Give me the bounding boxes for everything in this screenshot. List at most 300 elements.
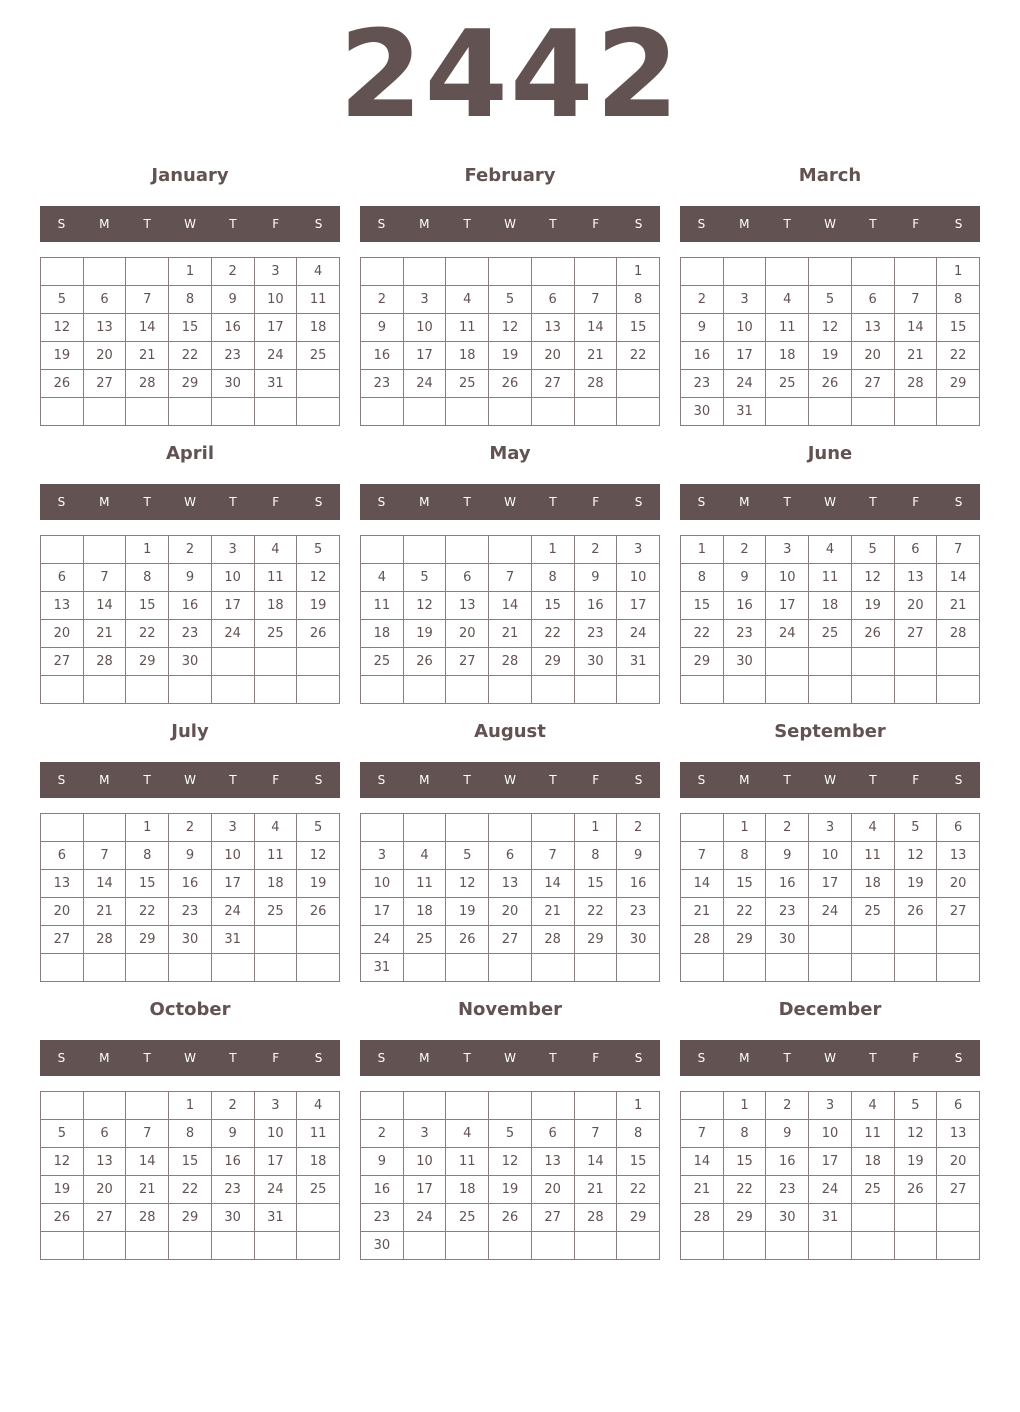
day-cell: 2 — [723, 536, 766, 564]
day-cell: 3 — [809, 814, 852, 842]
weekday-label: W — [824, 495, 836, 509]
weekday-label: S — [954, 1051, 963, 1065]
weekday-label: T — [463, 217, 471, 231]
day-cell: 9 — [211, 286, 254, 314]
day-cell: 3 — [403, 1120, 446, 1148]
day-cell: 10 — [723, 314, 766, 342]
week-row — [361, 286, 660, 314]
day-cell — [574, 398, 617, 426]
day-cell: 28 — [937, 620, 980, 648]
day-cell: 17 — [403, 1176, 446, 1204]
day-cell: 15 — [723, 870, 766, 898]
day-grid — [360, 813, 660, 982]
weekday-label: T — [463, 773, 471, 787]
day-cell — [937, 1232, 980, 1260]
day-cell — [361, 1092, 404, 1120]
day-cell: 13 — [531, 314, 574, 342]
day-cell — [809, 398, 852, 426]
day-cell — [211, 648, 254, 676]
weekday-header — [40, 484, 340, 520]
day-cell: 3 — [254, 1092, 297, 1120]
day-cell — [574, 676, 617, 704]
day-cell: 3 — [211, 814, 254, 842]
day-cell — [41, 1232, 84, 1260]
week-row — [681, 926, 980, 954]
day-cell: 19 — [297, 870, 340, 898]
weekday-label: M — [99, 1051, 110, 1065]
day-cell: 3 — [766, 536, 809, 564]
weekday-label: T — [463, 495, 471, 509]
weekday-header — [40, 762, 340, 798]
day-cell: 12 — [403, 592, 446, 620]
weekday-label: T — [783, 773, 791, 787]
day-cell: 8 — [617, 286, 660, 314]
day-cell: 25 — [809, 620, 852, 648]
day-cell: 26 — [297, 898, 340, 926]
day-cell: 7 — [83, 564, 126, 592]
day-cell: 5 — [297, 536, 340, 564]
week-row — [41, 1176, 340, 1204]
weekday-label: F — [912, 1051, 920, 1065]
day-cell: 8 — [617, 1120, 660, 1148]
month-may — [360, 435, 660, 705]
day-cell — [403, 536, 446, 564]
weekday-label: T — [229, 217, 237, 231]
day-cell — [403, 258, 446, 286]
day-cell: 19 — [297, 592, 340, 620]
weekday-label: F — [272, 495, 280, 509]
weekday-label: S — [57, 217, 66, 231]
week-row — [681, 870, 980, 898]
day-cell: 28 — [126, 370, 169, 398]
week-row — [361, 954, 660, 982]
day-cell: 2 — [361, 286, 404, 314]
day-cell: 15 — [937, 314, 980, 342]
day-cell — [211, 954, 254, 982]
day-cell — [297, 1232, 340, 1260]
day-cell: 14 — [83, 870, 126, 898]
week-row — [41, 842, 340, 870]
day-grid — [40, 1091, 340, 1260]
day-cell: 23 — [617, 898, 660, 926]
day-cell — [41, 1092, 84, 1120]
day-cell: 21 — [489, 620, 532, 648]
day-cell: 18 — [297, 1148, 340, 1176]
day-cell: 6 — [531, 1120, 574, 1148]
day-cell: 30 — [766, 926, 809, 954]
day-cell — [126, 676, 169, 704]
day-cell: 8 — [574, 842, 617, 870]
week-row — [41, 286, 340, 314]
day-cell — [531, 954, 574, 982]
day-cell: 21 — [126, 342, 169, 370]
weekday-label: T — [463, 1051, 471, 1065]
day-grid — [680, 257, 980, 426]
day-cell: 2 — [169, 536, 212, 564]
day-cell: 3 — [723, 286, 766, 314]
day-cell: 10 — [617, 564, 660, 592]
day-cell: 5 — [297, 814, 340, 842]
day-cell: 7 — [894, 286, 937, 314]
day-cell — [723, 1232, 766, 1260]
month-july — [40, 713, 340, 983]
day-cell: 7 — [937, 536, 980, 564]
day-cell: 11 — [809, 564, 852, 592]
day-cell — [254, 398, 297, 426]
day-cell: 10 — [403, 1148, 446, 1176]
weekday-label: M — [739, 495, 750, 509]
day-cell: 24 — [361, 926, 404, 954]
day-cell: 21 — [574, 1176, 617, 1204]
day-cell: 18 — [254, 870, 297, 898]
day-cell: 31 — [617, 648, 660, 676]
day-cell: 27 — [937, 1176, 980, 1204]
day-cell: 13 — [531, 1148, 574, 1176]
day-cell: 24 — [766, 620, 809, 648]
week-row — [361, 870, 660, 898]
day-cell — [211, 398, 254, 426]
day-cell: 6 — [531, 286, 574, 314]
week-row — [361, 1148, 660, 1176]
day-cell: 11 — [254, 564, 297, 592]
day-cell: 6 — [446, 564, 489, 592]
week-row — [361, 398, 660, 426]
day-cell: 6 — [489, 842, 532, 870]
week-row — [41, 1232, 340, 1260]
day-cell: 23 — [574, 620, 617, 648]
day-cell: 24 — [254, 1176, 297, 1204]
weekday-label: F — [592, 1051, 600, 1065]
weekday-label: T — [549, 773, 557, 787]
weekday-header — [360, 762, 660, 798]
day-cell: 14 — [574, 1148, 617, 1176]
day-grid — [40, 813, 340, 982]
day-cell: 14 — [894, 314, 937, 342]
day-cell: 13 — [894, 564, 937, 592]
day-cell: 26 — [297, 620, 340, 648]
day-cell — [531, 676, 574, 704]
day-cell: 25 — [254, 620, 297, 648]
day-cell: 4 — [446, 286, 489, 314]
day-cell — [361, 536, 404, 564]
day-cell: 13 — [83, 1148, 126, 1176]
day-cell — [446, 814, 489, 842]
day-cell: 31 — [254, 370, 297, 398]
day-cell: 6 — [83, 286, 126, 314]
day-cell: 1 — [169, 258, 212, 286]
month-august — [360, 713, 660, 983]
day-cell: 2 — [766, 1092, 809, 1120]
week-row — [681, 814, 980, 842]
day-cell: 14 — [531, 870, 574, 898]
day-cell: 9 — [361, 1148, 404, 1176]
day-cell: 3 — [617, 536, 660, 564]
month-june — [680, 435, 980, 705]
day-cell: 6 — [83, 1120, 126, 1148]
day-cell — [489, 1092, 532, 1120]
day-cell — [531, 398, 574, 426]
weekday-label: S — [314, 773, 323, 787]
day-cell: 6 — [937, 814, 980, 842]
day-cell: 20 — [83, 342, 126, 370]
day-cell — [766, 1232, 809, 1260]
day-cell — [83, 814, 126, 842]
day-cell: 20 — [894, 592, 937, 620]
day-cell: 15 — [531, 592, 574, 620]
month-october — [40, 991, 340, 1261]
day-cell — [766, 954, 809, 982]
weekday-label: F — [592, 773, 600, 787]
weekday-label: S — [697, 495, 706, 509]
week-row — [41, 676, 340, 704]
day-cell: 18 — [254, 592, 297, 620]
weekday-label: F — [912, 495, 920, 509]
day-cell — [446, 676, 489, 704]
day-cell — [169, 676, 212, 704]
day-cell: 29 — [617, 1204, 660, 1232]
day-cell: 9 — [617, 842, 660, 870]
day-cell: 7 — [681, 842, 724, 870]
day-cell: 26 — [489, 370, 532, 398]
day-cell: 12 — [41, 1148, 84, 1176]
day-cell: 26 — [41, 370, 84, 398]
day-cell: 9 — [169, 842, 212, 870]
day-cell: 9 — [681, 314, 724, 342]
week-row — [361, 814, 660, 842]
weekday-label: T — [143, 773, 151, 787]
week-row — [41, 342, 340, 370]
day-grid — [360, 535, 660, 704]
day-cell — [617, 370, 660, 398]
day-cell: 17 — [211, 870, 254, 898]
day-cell — [361, 258, 404, 286]
day-cell — [446, 954, 489, 982]
day-cell — [297, 926, 340, 954]
day-cell — [403, 1092, 446, 1120]
weekday-label: M — [739, 773, 750, 787]
week-row — [681, 620, 980, 648]
day-cell: 24 — [254, 342, 297, 370]
week-row — [681, 676, 980, 704]
day-cell: 15 — [169, 1148, 212, 1176]
day-cell: 11 — [851, 842, 894, 870]
day-cell — [254, 648, 297, 676]
day-cell: 20 — [489, 898, 532, 926]
month-name: July — [171, 721, 209, 742]
weekday-label: S — [377, 773, 386, 787]
weekday-label: S — [377, 217, 386, 231]
weekday-label: S — [377, 1051, 386, 1065]
day-cell — [297, 676, 340, 704]
day-cell: 28 — [83, 926, 126, 954]
day-cell: 21 — [937, 592, 980, 620]
weekday-label: T — [549, 1051, 557, 1065]
day-cell: 18 — [446, 342, 489, 370]
day-cell: 22 — [681, 620, 724, 648]
day-cell: 1 — [723, 814, 766, 842]
week-row — [361, 1232, 660, 1260]
day-cell: 22 — [574, 898, 617, 926]
day-cell: 7 — [681, 1120, 724, 1148]
day-cell — [766, 398, 809, 426]
day-cell: 20 — [446, 620, 489, 648]
day-cell — [489, 258, 532, 286]
week-row — [361, 676, 660, 704]
day-cell: 2 — [681, 286, 724, 314]
day-cell: 16 — [211, 1148, 254, 1176]
weekday-label: W — [504, 1051, 516, 1065]
day-cell: 5 — [809, 286, 852, 314]
day-cell: 11 — [851, 1120, 894, 1148]
day-cell — [41, 398, 84, 426]
day-cell: 21 — [83, 620, 126, 648]
weekday-label: T — [143, 1051, 151, 1065]
weekday-label: S — [954, 217, 963, 231]
day-cell: 22 — [937, 342, 980, 370]
week-row — [681, 342, 980, 370]
day-cell: 18 — [297, 314, 340, 342]
day-cell: 24 — [403, 370, 446, 398]
weekday-label: W — [184, 495, 196, 509]
day-cell — [169, 954, 212, 982]
day-cell — [723, 676, 766, 704]
day-cell: 9 — [211, 1120, 254, 1148]
day-cell — [894, 954, 937, 982]
day-cell: 23 — [211, 342, 254, 370]
weekday-label: S — [634, 1051, 643, 1065]
day-cell: 29 — [169, 370, 212, 398]
day-cell — [83, 676, 126, 704]
day-cell: 17 — [809, 1148, 852, 1176]
day-cell: 20 — [531, 1176, 574, 1204]
day-cell: 13 — [489, 870, 532, 898]
day-grid — [680, 535, 980, 704]
day-cell: 5 — [489, 1120, 532, 1148]
day-cell: 5 — [41, 1120, 84, 1148]
day-cell: 18 — [809, 592, 852, 620]
week-row — [681, 564, 980, 592]
day-cell — [446, 398, 489, 426]
day-cell: 13 — [446, 592, 489, 620]
week-row — [361, 1092, 660, 1120]
day-cell: 24 — [617, 620, 660, 648]
day-cell — [489, 954, 532, 982]
day-cell — [531, 1232, 574, 1260]
day-cell: 5 — [894, 1092, 937, 1120]
day-cell: 24 — [211, 898, 254, 926]
day-cell — [937, 398, 980, 426]
day-cell: 5 — [446, 842, 489, 870]
week-row — [41, 814, 340, 842]
day-cell: 17 — [403, 342, 446, 370]
day-grid — [360, 257, 660, 426]
year-title: 2442 — [339, 6, 681, 145]
weekday-label: S — [57, 495, 66, 509]
day-cell: 9 — [574, 564, 617, 592]
weekday-label: S — [57, 1051, 66, 1065]
day-cell: 18 — [766, 342, 809, 370]
day-cell — [83, 1092, 126, 1120]
day-cell: 31 — [723, 398, 766, 426]
day-cell: 4 — [403, 842, 446, 870]
day-cell: 15 — [681, 592, 724, 620]
day-cell: 10 — [809, 842, 852, 870]
day-cell: 5 — [894, 814, 937, 842]
day-cell: 21 — [83, 898, 126, 926]
day-cell: 14 — [681, 870, 724, 898]
weekday-label: T — [869, 217, 877, 231]
day-cell — [446, 1092, 489, 1120]
week-row — [41, 648, 340, 676]
day-cell: 1 — [681, 536, 724, 564]
month-name: April — [165, 443, 215, 464]
week-row — [41, 1092, 340, 1120]
day-cell — [617, 676, 660, 704]
weekday-label: M — [739, 1051, 750, 1065]
day-cell: 17 — [723, 342, 766, 370]
day-cell: 23 — [169, 898, 212, 926]
day-cell — [937, 954, 980, 982]
day-cell: 3 — [211, 536, 254, 564]
week-row — [41, 870, 340, 898]
day-cell: 8 — [937, 286, 980, 314]
day-cell — [531, 1092, 574, 1120]
month-april — [40, 435, 340, 705]
day-cell: 29 — [531, 648, 574, 676]
weekday-label: S — [314, 495, 323, 509]
day-cell: 9 — [766, 1120, 809, 1148]
day-cell: 27 — [83, 1204, 126, 1232]
day-cell: 1 — [531, 536, 574, 564]
day-cell: 17 — [211, 592, 254, 620]
day-cell — [126, 1092, 169, 1120]
day-cell: 26 — [809, 370, 852, 398]
day-cell: 12 — [489, 1148, 532, 1176]
day-cell: 26 — [851, 620, 894, 648]
day-cell — [681, 814, 724, 842]
day-cell: 4 — [361, 564, 404, 592]
weekday-label: W — [184, 1051, 196, 1065]
day-cell: 4 — [851, 814, 894, 842]
day-cell — [446, 1232, 489, 1260]
weekday-label: F — [272, 217, 280, 231]
day-cell: 8 — [169, 286, 212, 314]
day-cell — [894, 676, 937, 704]
day-cell: 10 — [254, 286, 297, 314]
weekday-label: M — [99, 773, 110, 787]
weekday-label: T — [869, 1051, 877, 1065]
day-cell: 26 — [41, 1204, 84, 1232]
day-cell: 25 — [403, 926, 446, 954]
weekday-label: T — [783, 1051, 791, 1065]
month-december — [680, 991, 980, 1261]
day-cell — [937, 926, 980, 954]
day-cell: 31 — [211, 926, 254, 954]
day-cell: 13 — [41, 870, 84, 898]
day-cell: 27 — [851, 370, 894, 398]
week-row — [41, 620, 340, 648]
day-cell — [851, 954, 894, 982]
weekday-label: S — [697, 773, 706, 787]
day-cell — [126, 258, 169, 286]
day-cell: 13 — [937, 842, 980, 870]
day-cell: 14 — [574, 314, 617, 342]
day-cell: 6 — [41, 842, 84, 870]
weekday-label: T — [869, 773, 877, 787]
day-cell: 3 — [809, 1092, 852, 1120]
day-cell: 24 — [809, 1176, 852, 1204]
day-cell: 4 — [809, 536, 852, 564]
